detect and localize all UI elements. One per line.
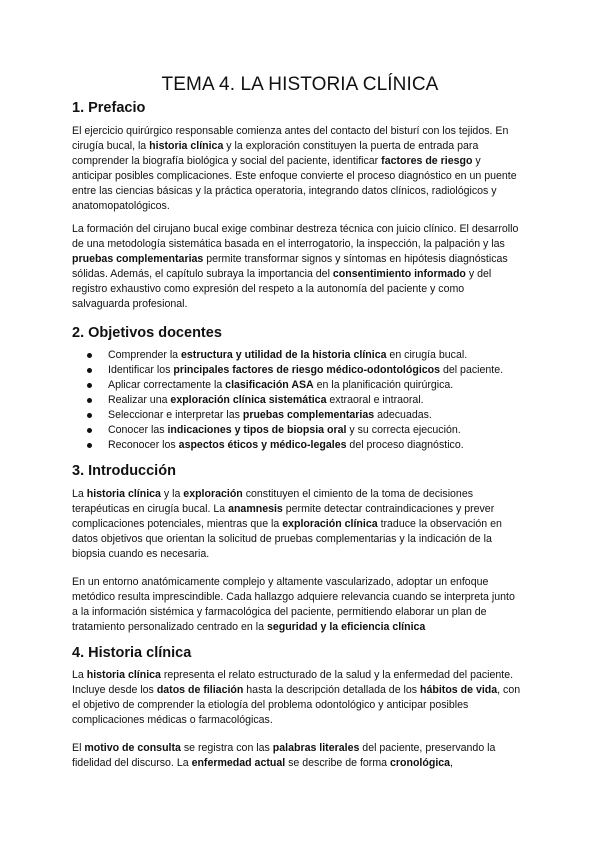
list-item: Reconocer los aspectos éticos y médico-legales del proceso diagnóstico. bbox=[72, 438, 532, 453]
heading-prefacio: 1. Prefacio bbox=[72, 100, 146, 116]
heading-objetivos: 2. Objetivos docentes bbox=[72, 325, 222, 341]
historia-paragraph-2: El motivo de consulta se registra con las palabras literales del paciente, preservando la fidelidad del discurso. La enfermedad actual se describe de forma cronológica, bbox=[72, 742, 496, 769]
list-item: Seleccionar e interpretar las pruebas complementarias adecuadas. bbox=[72, 408, 532, 423]
list-item: Comprender la estructura y utilidad de la historia clínica en cirugía bucal. bbox=[72, 348, 532, 363]
page-title: TEMA 4. LA HISTORIA CLÍNICA bbox=[161, 74, 439, 95]
list-item: Realizar una exploración clínica sistemática extraoral e intraoral. bbox=[72, 393, 532, 408]
heading-historia-clinica: 4. Historia clínica bbox=[72, 645, 192, 661]
objetivos-list bbox=[72, 348, 532, 453]
heading-introduccion: 3. Introducción bbox=[72, 463, 176, 479]
list-item: Conocer las indicaciones y tipos de biopsia oral y su correcta ejecución. bbox=[72, 423, 532, 438]
introduccion-paragraph-1: La historia clínica y la exploración constituyen el cimiento de la toma de decisiones terapéuticas en cirugía bucal. La anamnesis permite detectar contraindicaciones y prever complicaciones potenciales, mientras que la exploración clínica traduce la observación en datos objetivos que orientan la solicitud de pruebas complementarias y la indicación de la biopsia cuando es necesaria. bbox=[72, 488, 502, 560]
prefacio-paragraph-2: La formación del cirujano bucal exige combinar destreza técnica con juicio clínico. El desarrollo de una metodología sistemática basada en el interrogatorio, la inspección, la palpación y las pruebas complementarias permite transformar signos y síntomas en hipótesis diagnósticas sólidas. Además, el capítulo subraya la importancia del consentimiento informado y del registro exhaustivo como expresión del respeto a la autonomía del paciente y como salvaguarda profesional. bbox=[72, 223, 519, 310]
list-item: Identificar los principales factores de riesgo médico-odontológicos del paciente. bbox=[72, 363, 532, 378]
historia-paragraph-1: La historia clínica representa el relato estructurado de la salud y la enfermedad del paciente. Incluye desde los datos de filiación hasta la descripción detallada de los hábitos de vida, con el objetivo de comprender la etiología del problema odontológico y anticipar posibles complicaciones médicas o farmacológicas. bbox=[72, 669, 521, 726]
prefacio-paragraph-1: El ejercicio quirúrgico responsable comienza antes del contacto del bisturí con los tejidos. En cirugía bucal, la historia clínica y la exploración constituyen la puerta de entrada para comprender la biografía biológica y social del paciente, identificar factores de riesgo y anticipar posibles complicaciones. Este enfoque convierte el proceso diagnóstico en un puente entre las ciencias básicas y la práctica operatoria, integrando datos clínicos, radiológicos y anatomopatológicos. bbox=[72, 125, 517, 212]
introduccion-paragraph-2: En un entorno anatómicamente complejo y altamente vascularizado, adoptar un enfoque metódico resulta imprescindible. Cada hallazgo adquiere relevancia cuando se interpreta junto a la información sistémica y farmacológica del paciente, permitiendo elaborar un plan de tratamiento personalizado centrado en la seguridad y la eficiencia clínica bbox=[72, 576, 515, 633]
list-item: Aplicar correctamente la clasificación ASA en la planificación quirúrgica. bbox=[72, 378, 532, 393]
